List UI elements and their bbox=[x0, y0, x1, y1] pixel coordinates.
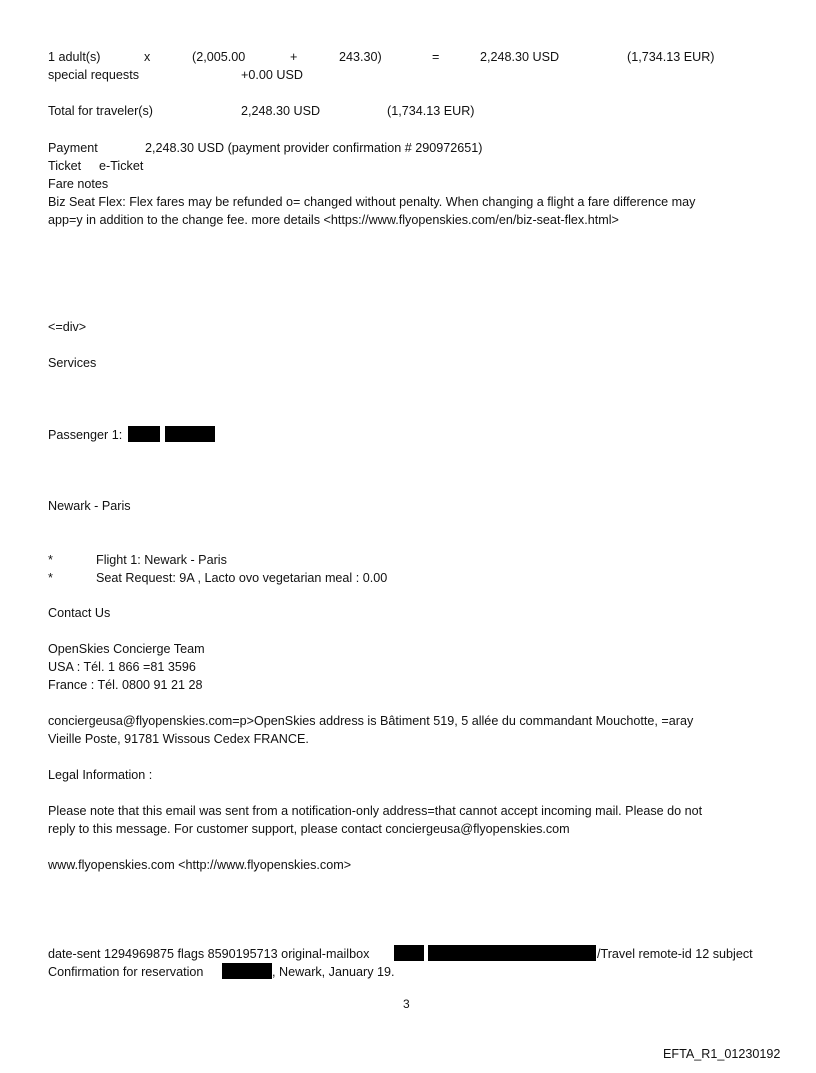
contact-team: OpenSkies Concierge Team bbox=[48, 642, 205, 656]
bullet-marker: * bbox=[48, 571, 53, 585]
fare-taxes: 243.30) bbox=[339, 50, 382, 64]
redaction-box bbox=[222, 963, 272, 979]
legal-heading: Legal Information : bbox=[48, 768, 153, 782]
payment-label: Payment bbox=[48, 141, 98, 155]
meta-line-2-prefix: Confirmation for reservation bbox=[48, 965, 204, 979]
meta-line-1-prefix: date-sent 1294969875 flags 8590195713 original-mailbox bbox=[48, 947, 370, 961]
fare-total-usd: 2,248.30 USD bbox=[480, 50, 560, 64]
page-number: 3 bbox=[403, 997, 410, 1011]
contact-france-phone: France : Tél. 0800 91 21 28 bbox=[48, 678, 203, 692]
meta-line-1-suffix: /Travel remote-id 12 subject bbox=[597, 947, 753, 961]
ticket-value: e-Ticket bbox=[99, 159, 144, 173]
total-eur: (1,734.13 EUR) bbox=[387, 104, 475, 118]
div-tag-text: <=div> bbox=[48, 320, 87, 334]
special-requests-value: +0.00 USD bbox=[241, 68, 303, 82]
list-item: Seat Request: 9A , Lacto ovo vegetarian meal : 0.00 bbox=[96, 571, 388, 585]
bullet-marker: * bbox=[48, 553, 53, 567]
list-item: Flight 1: Newark - Paris bbox=[96, 553, 227, 567]
fare-travelers: 1 adult(s) bbox=[48, 50, 101, 64]
total-label: Total for traveler(s) bbox=[48, 104, 153, 118]
fare-notes-line-1: Biz Seat Flex: Flex fares may be refunded o= changed without penalty. When changing a flight a fare difference may bbox=[48, 195, 696, 209]
fare-times: x bbox=[144, 50, 151, 64]
contact-address-line-2: Vieille Poste, 91781 Wissous Cedex FRANCE. bbox=[48, 732, 309, 746]
legal-line-2: reply to this message. For customer support, please contact conciergeusa@flyopenskies.com bbox=[48, 822, 570, 836]
ticket-label: Ticket bbox=[48, 159, 82, 173]
passenger-label: Passenger 1: bbox=[48, 428, 123, 442]
redaction-box bbox=[165, 426, 215, 442]
legal-line-1: Please note that this email was sent from a notification-only address=that cannot accept incoming mail. Please do not bbox=[48, 804, 703, 818]
fare-equals: = bbox=[432, 50, 440, 64]
website-text: www.flyopenskies.com <http://www.flyopenskies.com> bbox=[48, 858, 352, 872]
special-requests-label: special requests bbox=[48, 68, 140, 82]
contact-address-line-1: conciergeusa@flyopenskies.com=p>OpenSkies address is Bâtiment 519, 5 allée du commandant Mouchotte, =aray bbox=[48, 714, 694, 728]
document-id: EFTA_R1_01230192 bbox=[663, 1047, 781, 1061]
fare-plus: + bbox=[290, 50, 298, 64]
contact-usa-phone: USA : Tél. 1 866 =81 3596 bbox=[48, 660, 196, 674]
contact-heading: Contact Us bbox=[48, 606, 111, 620]
fare-notes-label: Fare notes bbox=[48, 177, 109, 191]
route-text: Newark - Paris bbox=[48, 499, 131, 513]
redaction-box bbox=[428, 945, 596, 961]
payment-value: 2,248.30 USD (payment provider confirmation # 290972651) bbox=[145, 141, 483, 155]
fare-notes-line-2: app=y in addition to the change fee. more details <https://www.flyopenskies.com/en/biz-seat-flex.html> bbox=[48, 213, 619, 227]
redaction-box bbox=[128, 426, 160, 442]
services-heading: Services bbox=[48, 356, 97, 370]
fare-base: (2,005.00 bbox=[192, 50, 246, 64]
meta-line-2-suffix: , Newark, January 19. bbox=[272, 965, 395, 979]
fare-total-eur: (1,734.13 EUR) bbox=[627, 50, 715, 64]
redaction-box bbox=[394, 945, 424, 961]
total-usd: 2,248.30 USD bbox=[241, 104, 321, 118]
